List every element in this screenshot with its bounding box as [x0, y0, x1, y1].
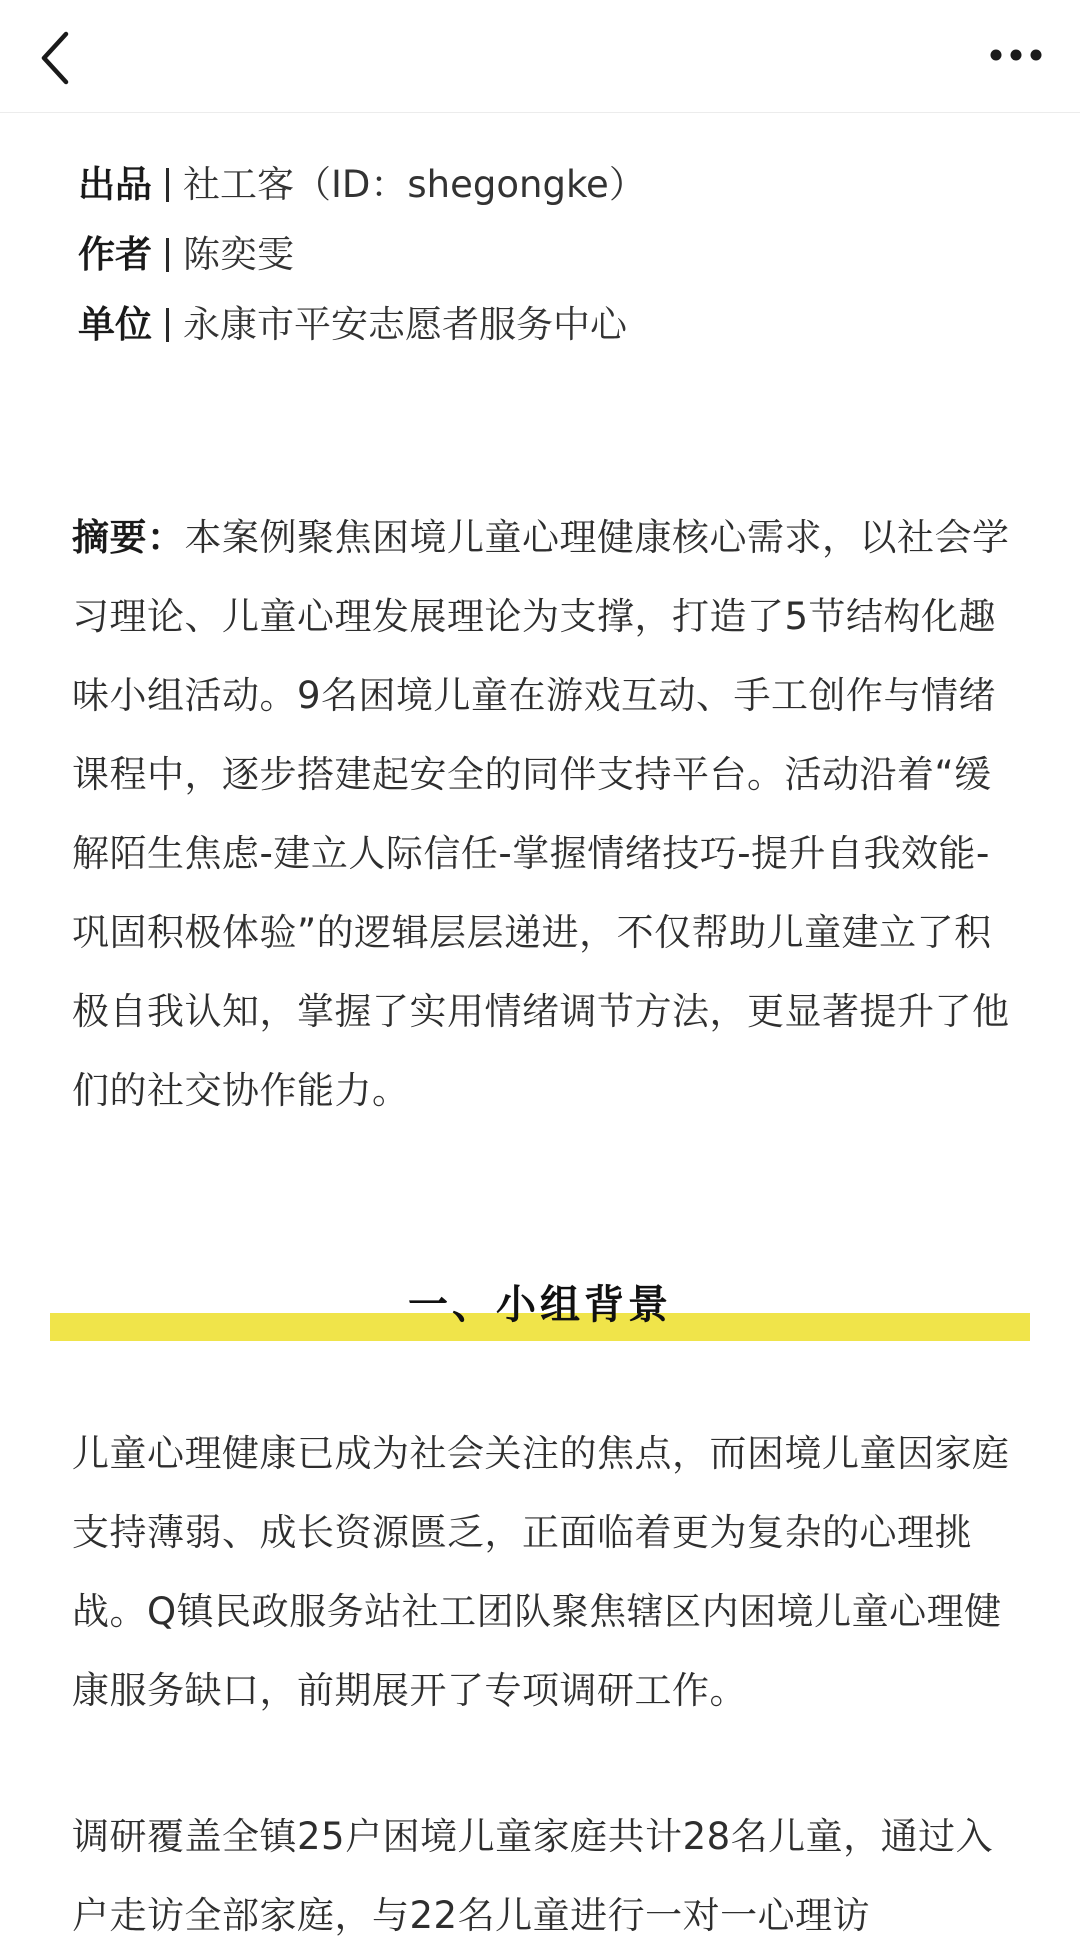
- meta-separator: [166, 238, 169, 272]
- section-heading: [50, 1275, 1030, 1345]
- meta-separator: [166, 168, 169, 202]
- top-navigation-bar: [0, 0, 1080, 113]
- body-paragraph-1: 儿童心理健康已成为社会关注的焦点，而困境儿童因家庭支持薄弱、成长资源匮乏，正面临着更为复杂的心理挑战。Q镇民政服务站社工团队聚焦辖区内困境儿童心理健康服务缺口，前期展开了专项调研工作。: [72, 1432, 1010, 1712]
- author-row: [78, 220, 1018, 290]
- organization-label: 单位: [78, 303, 152, 346]
- abstract-paragraph: [72, 498, 1012, 1130]
- more-horizontal-icon: [982, 30, 1052, 80]
- section-title: 一、小组背景: [408, 1282, 672, 1328]
- organization-value: 永康市平安志愿者服务中心: [183, 303, 627, 346]
- body-paragraph-2: 调研覆盖全镇25户困境儿童家庭共计28名儿童，通过入户走访全部家庭，与22名儿童进行一对一心理访: [72, 1815, 994, 1937]
- back-button[interactable]: [28, 24, 88, 88]
- producer-label: 出品: [78, 163, 152, 206]
- author-value: 陈奕雯: [183, 233, 294, 276]
- article-meta: [78, 150, 1018, 360]
- meta-separator: [166, 308, 169, 342]
- chevron-left-icon: [28, 24, 88, 88]
- abstract-text: 本案例聚焦困境儿童心理健康核心需求，以社会学习理论、儿童心理发展理论为支撑，打造了5节结构化趣味小组活动。9名困境儿童在游戏互动、手工创作与情绪课程中，逐步搭建起安全的同伴支持平台。活动沿着“缓解陌生焦虑-建立人际信任-掌握情绪技巧-提升自我效能-巩固积极体验”的逻辑层层递进，不仅帮助儿童建立了积极自我认知，掌握了实用情绪调节方法，更显著提升了他们的社交协作能力。: [72, 516, 1010, 1112]
- producer-value: 社工客（ID：shegongke）: [183, 163, 646, 206]
- producer-row: [78, 150, 1018, 220]
- abstract-lead: 摘要：: [72, 516, 185, 559]
- author-label: 作者: [78, 233, 152, 276]
- organization-row: [78, 290, 1018, 360]
- more-options-button[interactable]: [982, 30, 1052, 80]
